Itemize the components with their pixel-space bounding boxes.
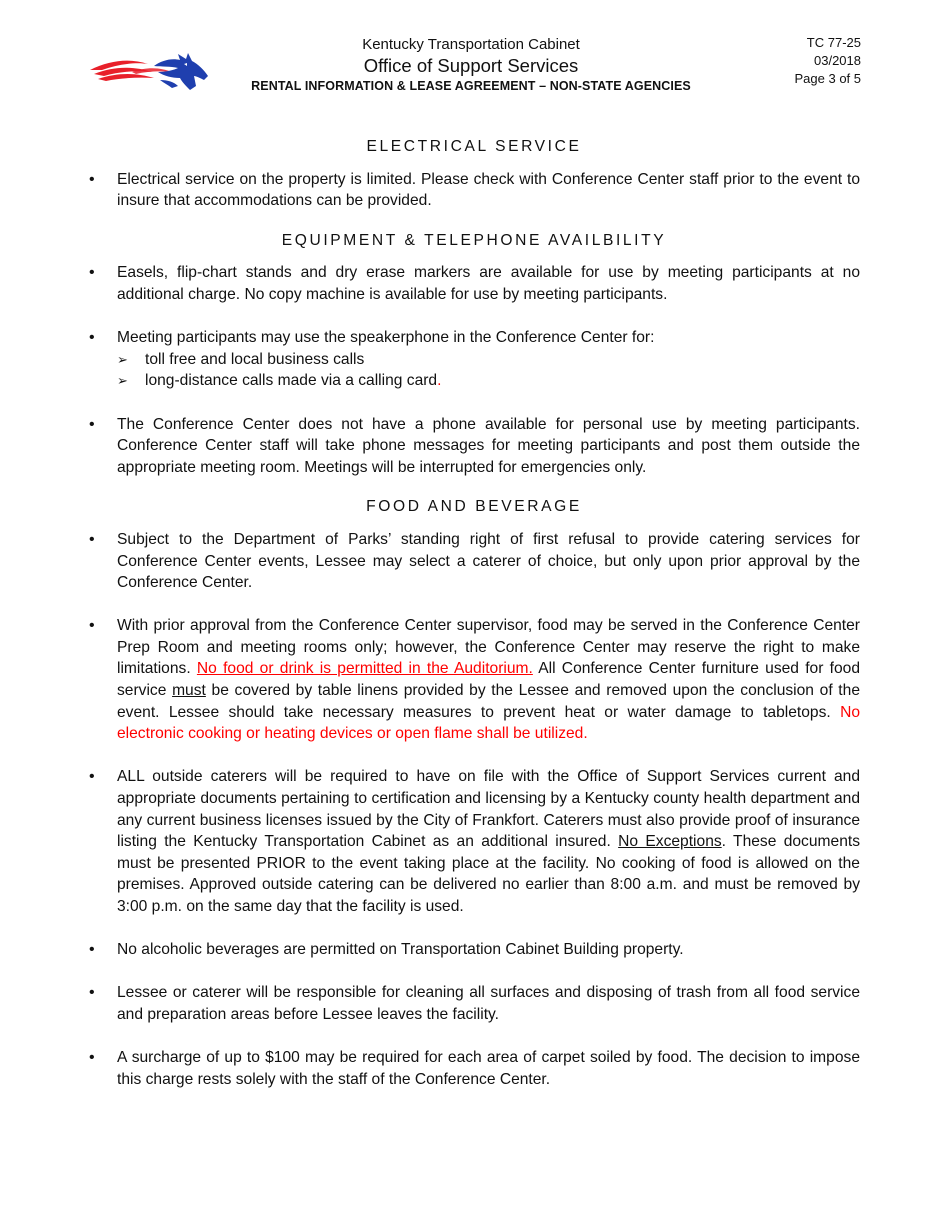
sub-item-text: long-distance calls made via a calling card — [145, 372, 438, 390]
bullet-icon: • — [89, 1049, 95, 1067]
red-period: . — [437, 372, 442, 390]
item-text: Subject to the Department of Parks’ standing right of first refusal to provide catering services for Conference Center events, Lessee may select a caterer of choice, but only upon prior approval by the Conference Center. — [117, 530, 860, 592]
list-item — [88, 169, 860, 212]
form-number: TC 77-25 — [806, 35, 861, 50]
no-exceptions-emphasis: No Exceptions — [618, 833, 722, 851]
list-item — [88, 615, 860, 745]
list-item — [88, 262, 860, 305]
must-emphasis: must — [172, 682, 206, 700]
item-text: All Conference Center furniture used for food service — [117, 660, 860, 700]
bullet-icon: • — [89, 941, 95, 959]
sub-list-item — [117, 349, 860, 371]
section-food-beverage — [88, 496, 860, 1090]
item-text: Easels, flip-chart stands and dry erase markers are available for use by meeting participants at no additional charge. No copy machine is available for use by meeting participants. — [117, 264, 860, 303]
list-item — [88, 1047, 860, 1090]
bullet-icon: • — [89, 170, 95, 188]
section-equipment-telephone — [88, 230, 860, 479]
item-text: Meeting participants may use the speakerphone in the Conference Center for: — [117, 329, 655, 347]
kentucky-transportation-logo — [88, 50, 212, 94]
item-text: Electrical service on the property is limited. Please check with Conference Center staff prior to the event to insure that accommodations can be provided. — [117, 170, 860, 210]
item-text: ALL outside caterers will be required to have on file with the Office of Support Services current and appropriate documents pertaining to certification and licensing by a Kentucky county health department and any current business licenses issued by the City of Frankfort. Caterers must also provide proof of insurance listing the Kentucky Transportation Cabinet as an additional insured. — [117, 768, 860, 851]
agency-name: Kentucky Transportation Cabinet — [362, 36, 580, 53]
item-text: A surcharge of up to $100 may be required for each area of carpet soiled by food. The decision to impose this charge rests solely with the staff of the Conference Center. — [117, 1049, 860, 1088]
sub-list — [117, 349, 860, 392]
page-number: Page 3 of 5 — [794, 71, 861, 86]
section-title: FOOD AND BEVERAGE — [366, 498, 582, 516]
bullet-icon: • — [89, 530, 95, 548]
bullet-icon: • — [89, 768, 95, 786]
item-text: With prior approval from the Conference Center supervisor, food may be served in the Conference Center Prep Room and meeting rooms only; however, the Conference Center may reserve the right to make limitations. — [117, 617, 860, 678]
bullet-icon: • — [89, 264, 95, 282]
arrow-bullet-icon: ➢ — [117, 373, 128, 389]
bullet-icon: • — [89, 984, 95, 1002]
arrow-bullet-icon: ➢ — [117, 351, 128, 367]
header-titles — [200, 35, 742, 95]
item-text: Lessee or caterer will be responsible for cleaning all surfaces and disposing of trash from all food service and preparation areas before Lessee leaves the facility. — [117, 984, 860, 1023]
bullet-icon: • — [89, 617, 95, 635]
section-title: ELECTRICAL SERVICE — [366, 138, 582, 155]
open-flame-warning: No electronic cooking or heating devices or open flame shall be utilized. — [117, 703, 860, 743]
sub-item-text: toll free and local business calls — [145, 350, 365, 368]
item-text: be covered by table linens provided by the Lessee and removed upon the conclusion of the event. Lessee should take necessary measures to prevent heat or water damage to tabletops. — [117, 682, 860, 721]
item-text: The Conference Center does not have a phone available for personal use by meeting participants. Conference Center staff will take phone messages for meeting participants and post them outside the appropriate meeting room. Meetings will be interrupted for emergencies only. — [117, 415, 860, 476]
form-meta — [795, 34, 862, 88]
sub-list-item — [117, 370, 860, 392]
list-item — [88, 327, 860, 392]
form-date: 03/2018 — [814, 53, 861, 68]
bullet-icon: • — [89, 329, 95, 347]
bullet-icon: • — [89, 415, 95, 433]
section-title: EQUIPMENT & TELEPHONE AVAILBILITY — [281, 231, 667, 249]
list-item — [88, 529, 860, 594]
list-item — [88, 414, 860, 479]
list-item — [88, 766, 860, 917]
item-text: . These documents must be presented PRIOR to the event taking place at the facility. No cooking of food is allowed on the premises. Approved outside catering can be delivered no earlier than 8:00 a.m. and must be removed by 3:00 p.m. on the same day that the facility is used. — [117, 833, 860, 915]
list-item — [88, 982, 860, 1025]
document-body — [88, 136, 860, 1108]
list-item — [88, 939, 860, 961]
office-name: Office of Support Services — [363, 55, 579, 76]
item-text: No alcoholic beverages are permitted on Transportation Cabinet Building property. — [117, 941, 684, 959]
auditorium-warning: No food or drink is permitted in the Auditorium. — [196, 660, 533, 678]
section-electrical-service — [88, 136, 860, 212]
form-title: RENTAL INFORMATION & LEASE AGREEMENT – NON-STATE AGENCIES — [251, 79, 691, 93]
page-header — [0, 0, 950, 110]
